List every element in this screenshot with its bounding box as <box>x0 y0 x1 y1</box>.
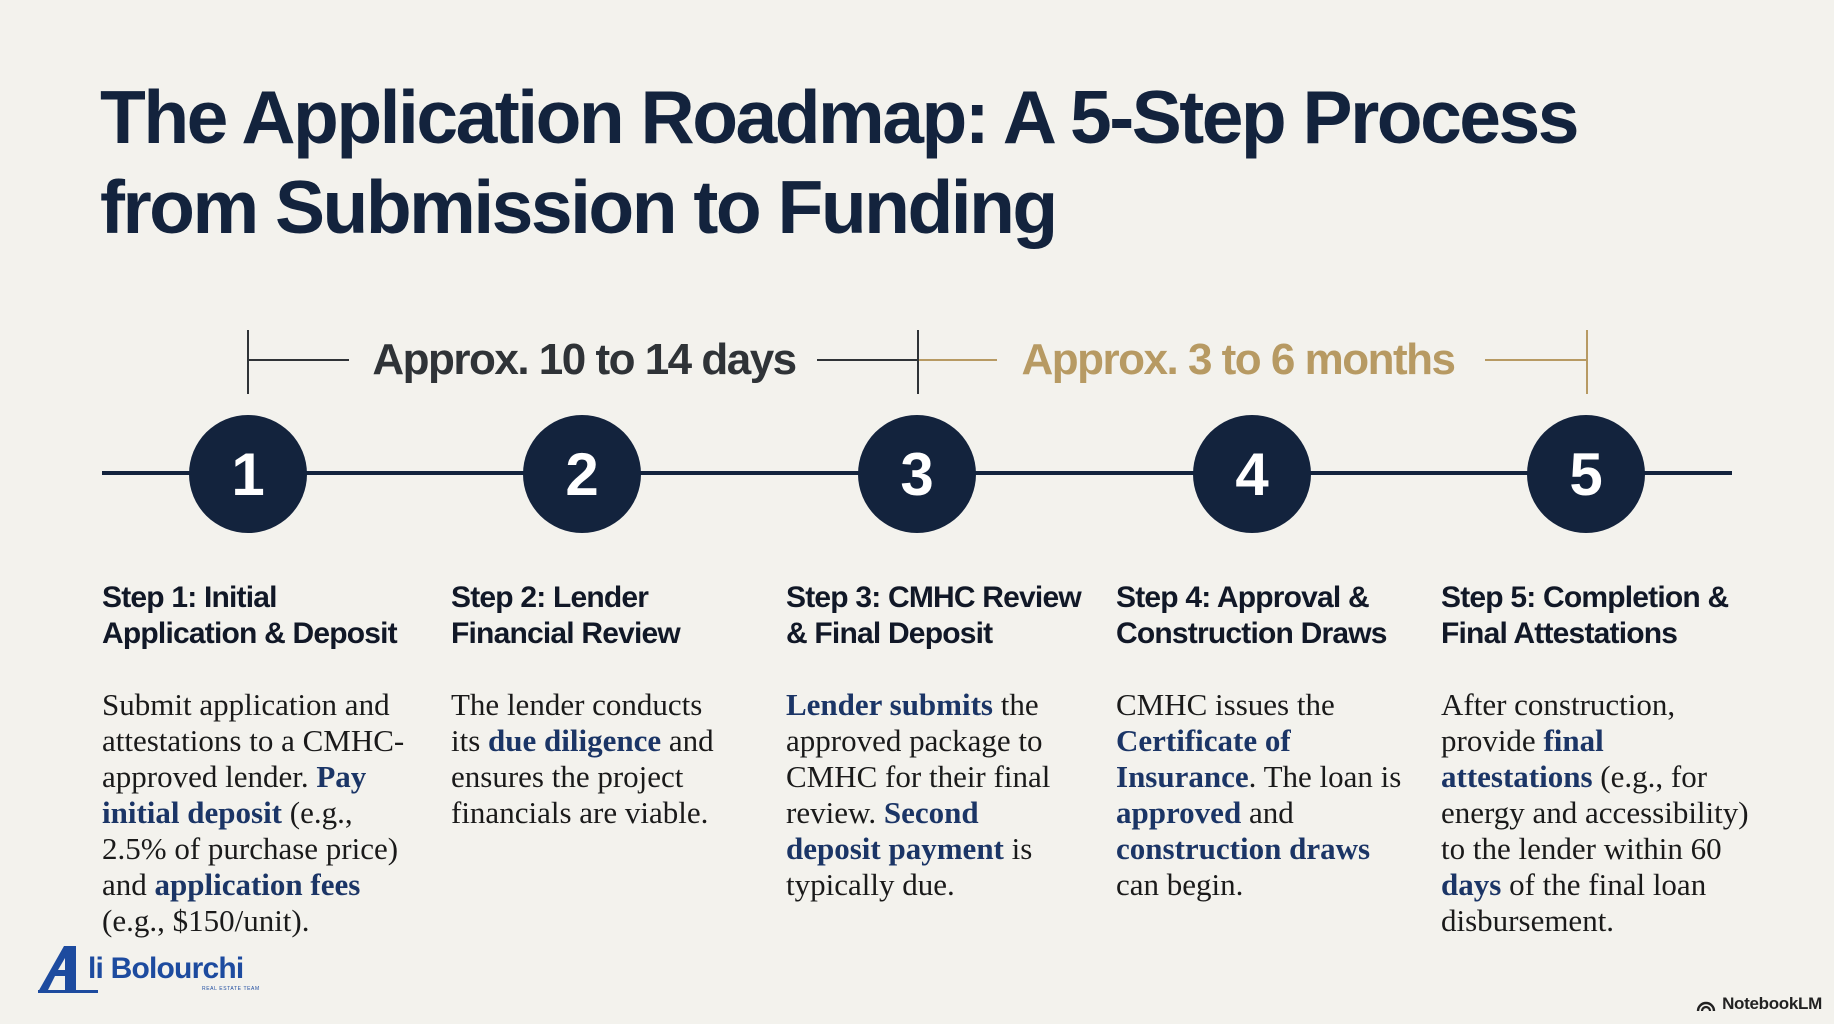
highlighted-text: final <box>1543 723 1604 758</box>
step-1-description <box>102 687 404 939</box>
description-line <box>102 867 404 903</box>
description-text: and <box>661 723 714 758</box>
description-text: review. <box>786 795 884 830</box>
description-line <box>786 723 1081 759</box>
step-3-title-line-1: Step 3: CMHC Review <box>786 581 1081 614</box>
description-text: 2.5% of purchase price) <box>102 831 399 866</box>
step-1-marker: 1 <box>189 415 307 533</box>
highlighted-text: days <box>1441 867 1502 902</box>
description-text: CMHC issues the <box>1116 687 1335 722</box>
step-1-title-line-2: Application & Deposit <box>102 617 397 650</box>
step-2-title <box>451 580 714 652</box>
brand-logo <box>38 946 260 998</box>
description-line <box>1441 759 1749 795</box>
bracket-line-left <box>919 359 997 361</box>
description-line <box>451 723 714 759</box>
description-text: is <box>1003 831 1033 866</box>
step-3-title-line-2: & Final Deposit <box>786 617 993 650</box>
bracket-line-right <box>817 359 919 361</box>
description-line <box>1116 831 1401 867</box>
description-text: and <box>102 867 155 902</box>
description-line <box>102 687 404 723</box>
description-text: (e.g., $150/unit). <box>102 903 310 938</box>
step-4-marker: 4 <box>1193 415 1311 533</box>
step-1 <box>102 580 404 939</box>
step-5-marker: 5 <box>1527 415 1645 533</box>
description-line <box>786 687 1081 723</box>
step-2-title-line-1: Step 2: Lender <box>451 581 649 614</box>
description-text: ensures the project <box>451 759 684 794</box>
description-text: energy and accessibility) <box>1441 795 1749 830</box>
description-text: . The loan is <box>1248 759 1402 794</box>
description-line <box>102 723 404 759</box>
bracket-tick-left <box>247 330 249 394</box>
description-line <box>102 795 404 831</box>
description-text: The lender conducts <box>451 687 703 722</box>
description-line <box>1441 867 1749 903</box>
highlighted-text: Pay <box>316 759 367 794</box>
description-text: approved lender. <box>102 759 317 794</box>
highlighted-text: approved <box>1116 795 1242 830</box>
description-text: to the lender within 60 <box>1441 831 1722 866</box>
description-line <box>786 759 1081 795</box>
description-line <box>1116 759 1401 795</box>
description-text: its <box>451 723 489 758</box>
description-line <box>451 759 714 795</box>
step-5 <box>1441 580 1749 939</box>
highlighted-text: Insurance <box>1116 759 1249 794</box>
step-1-title-line-1: Step 1: Initial <box>102 581 277 614</box>
step-5-title-line-1: Step 5: Completion & <box>1441 581 1729 614</box>
step-2-marker: 2 <box>523 415 641 533</box>
description-text: typically due. <box>786 867 955 902</box>
watermark-text: NotebookLM <box>1722 994 1822 1013</box>
description-line <box>102 831 404 867</box>
description-text: (e.g., <box>282 795 353 830</box>
description-text: attestations to a CMHC- <box>102 723 405 758</box>
description-line <box>1441 795 1749 831</box>
step-1-title <box>102 580 404 652</box>
description-text: can begin. <box>1116 867 1244 902</box>
description-text: financials are viable. <box>451 795 709 830</box>
highlighted-text: construction draws <box>1116 831 1371 866</box>
highlighted-text: attestations <box>1441 759 1593 794</box>
bracket-line-right <box>1485 359 1588 361</box>
title-line-1: The Application Roadmap: A 5-Step Process <box>100 75 1577 159</box>
title-line-2: from Submission to Funding <box>100 165 1056 249</box>
description-line <box>786 795 1081 831</box>
step-3 <box>786 580 1081 903</box>
description-line <box>451 795 714 831</box>
logo-text: li Bolourchi <box>88 952 244 985</box>
description-line <box>102 903 404 939</box>
step-5-title-line-2: Final Attestations <box>1441 617 1678 650</box>
step-2-title-line-2: Financial Review <box>451 617 680 650</box>
description-line <box>451 687 714 723</box>
description-text: and <box>1241 795 1294 830</box>
step-4-title-line-2: Construction Draws <box>1116 617 1387 650</box>
description-line <box>1116 867 1401 903</box>
timeframe-bracket-1 <box>247 330 919 394</box>
description-line <box>1116 795 1401 831</box>
highlighted-text: application fees <box>154 867 361 902</box>
description-text: CMHC for their final <box>786 759 1051 794</box>
bracket-tick-right <box>1586 330 1588 394</box>
step-3-marker: 3 <box>858 415 976 533</box>
description-text: approved package to <box>786 723 1043 758</box>
highlighted-text: due diligence <box>488 723 662 758</box>
notebooklm-watermark <box>1696 992 1822 1016</box>
logo-subtext: REAL ESTATE TEAM <box>202 986 260 992</box>
description-line <box>102 759 404 795</box>
highlighted-text: Lender submits <box>786 687 993 722</box>
highlighted-text: deposit payment <box>786 831 1004 866</box>
description-line <box>786 867 1081 903</box>
description-line <box>1116 723 1401 759</box>
description-text: the <box>993 687 1039 722</box>
page-title <box>100 72 1780 252</box>
step-4-description <box>1116 687 1401 903</box>
timeframe-label-1: Approx. 10 to 14 days <box>372 335 796 384</box>
description-line <box>1116 687 1401 723</box>
description-text: provide <box>1441 723 1544 758</box>
step-3-description <box>786 687 1081 903</box>
description-text: After construction, <box>1441 687 1676 722</box>
step-3-title <box>786 580 1081 652</box>
description-line <box>1441 903 1749 939</box>
description-line <box>1441 687 1749 723</box>
highlighted-text: Certificate of <box>1116 723 1291 758</box>
description-text: (e.g., for <box>1592 759 1708 794</box>
highlighted-text: initial deposit <box>102 795 283 830</box>
step-4 <box>1116 580 1401 903</box>
step-5-description <box>1441 687 1749 939</box>
step-4-title-line-1: Step 4: Approval & <box>1116 581 1369 614</box>
step-2 <box>451 580 714 831</box>
notebooklm-icon <box>1696 996 1716 1012</box>
description-text: Submit application and <box>102 687 390 722</box>
description-line <box>786 831 1081 867</box>
description-line <box>1441 831 1749 867</box>
highlighted-text: Second <box>883 795 979 830</box>
description-text: disbursement. <box>1441 903 1615 938</box>
step-2-description <box>451 687 714 831</box>
step-5-title <box>1441 580 1749 652</box>
timeframe-label-2: Approx. 3 to 6 months <box>1021 335 1455 384</box>
description-line <box>1441 723 1749 759</box>
bracket-line-left <box>247 359 349 361</box>
description-text: of the final loan <box>1501 867 1707 902</box>
timeframe-bracket-2 <box>919 330 1588 394</box>
step-4-title <box>1116 580 1401 652</box>
